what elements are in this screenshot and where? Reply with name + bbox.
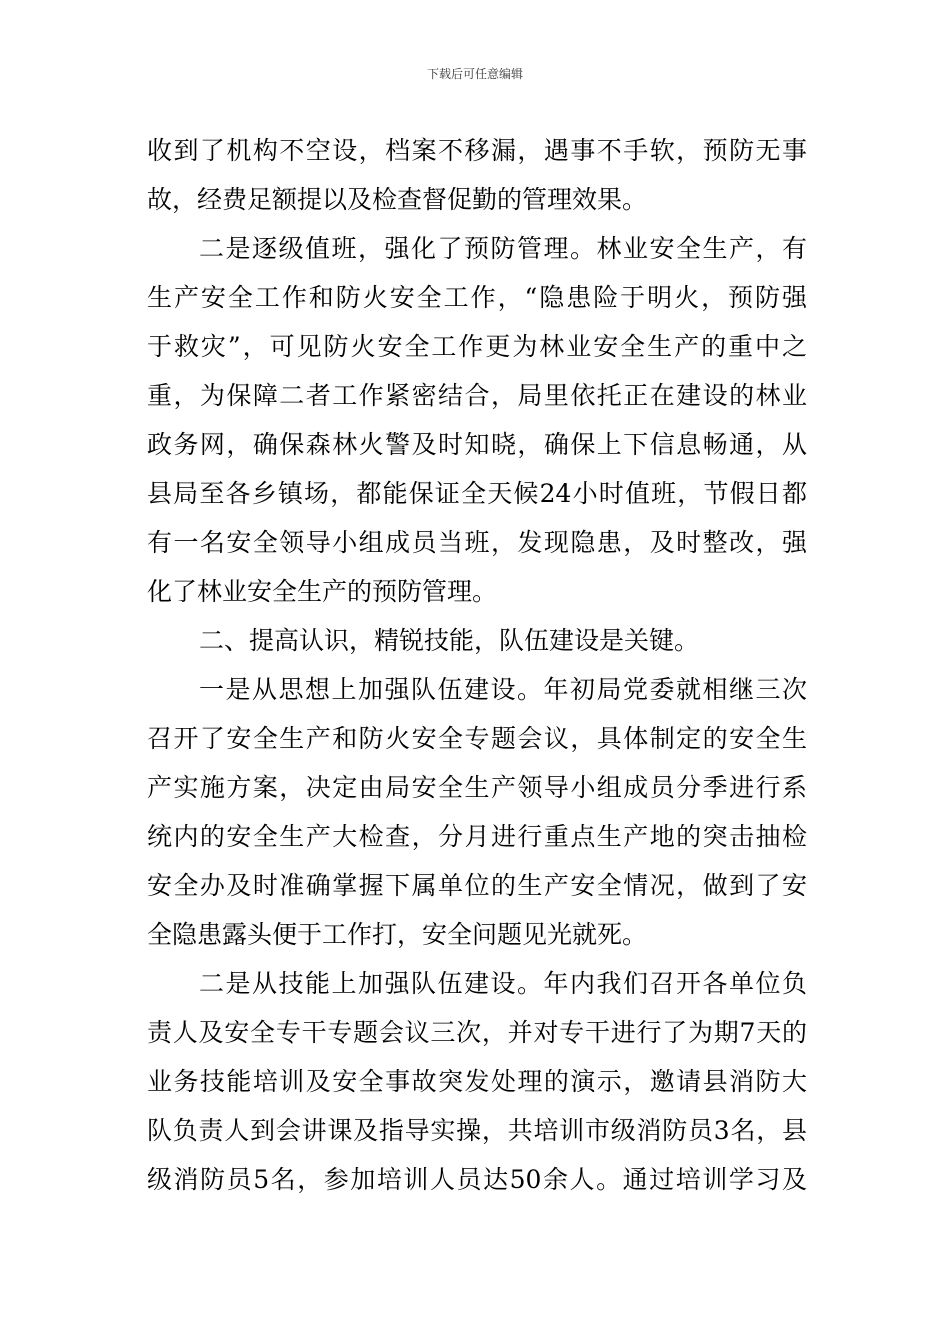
- text-line: 安全办及时准确掌握下属单位的生产安全情况，做到了安: [147, 871, 807, 900]
- text-line: 政务网，确保森林火警及时知晓，确保上下信息畅通，从: [147, 430, 807, 459]
- text-line: 责人及安全专干专题会议三次，并对专干进行了为期7天的: [147, 1018, 807, 1047]
- paragraph: [147, 224, 807, 616]
- paragraph: [147, 665, 807, 959]
- paragraph: [147, 959, 807, 1204]
- text-line: 业务技能培训及安全事故突发处理的演示，邀请县消防大: [147, 1067, 807, 1096]
- text-line: 召开了安全生产和防火安全专题会议，具体制定的安全生: [147, 724, 807, 753]
- text-line: 生产安全工作和防火安全工作，“隐患险于明火，预防强: [147, 283, 807, 312]
- text-line: 有一名安全领导小组成员当班，发现隐患，及时整改，强: [147, 528, 807, 557]
- text-line: 二、提高认识，精锐技能，队伍建设是关键。: [199, 626, 700, 655]
- text-line: 级消防员5名，参加培训人员达50余人。通过培训学习及: [147, 1165, 807, 1194]
- text-line: 化了林业安全生产的预防管理。: [147, 577, 498, 606]
- text-line: 县局至各乡镇场，都能保证全天候24小时值班，节假日都: [147, 479, 807, 508]
- text-line: 故，经费足额提以及检查督促勤的管理效果。: [147, 185, 648, 214]
- text-line: 全隐患露头便于工作打，安全问题见光就死。: [147, 920, 648, 949]
- text-line: 产实施方案，决定由局安全生产领导小组成员分季进行系: [147, 773, 807, 802]
- text-line: 二是从技能上加强队伍建设。年内我们召开各单位负: [199, 969, 807, 998]
- text-line: 二是逐级值班，强化了预防管理。林业安全生产，有: [199, 234, 807, 263]
- section-heading: [147, 616, 807, 665]
- text-line: 一是从思想上加强队伍建设。年初局党委就相继三次: [199, 675, 807, 704]
- text-line: 队负责人到会讲课及指导实操，共培训市级消防员3名，县: [147, 1116, 807, 1145]
- paragraph: [147, 126, 807, 224]
- text-line: 重，为保障二者工作紧密结合，局里依托正在建设的林业: [147, 381, 807, 410]
- text-line: 收到了机构不空设，档案不移漏，遇事不手软，预防无事: [147, 136, 807, 165]
- page-header: 下载后可任意编辑: [426, 67, 523, 81]
- text-line: 统内的安全生产大检查，分月进行重点生产地的突击抽检: [147, 822, 807, 851]
- text-line: 于救灾”，可见防火安全工作更为林业安全生产的重中之: [147, 332, 807, 361]
- document-body: [147, 126, 807, 1204]
